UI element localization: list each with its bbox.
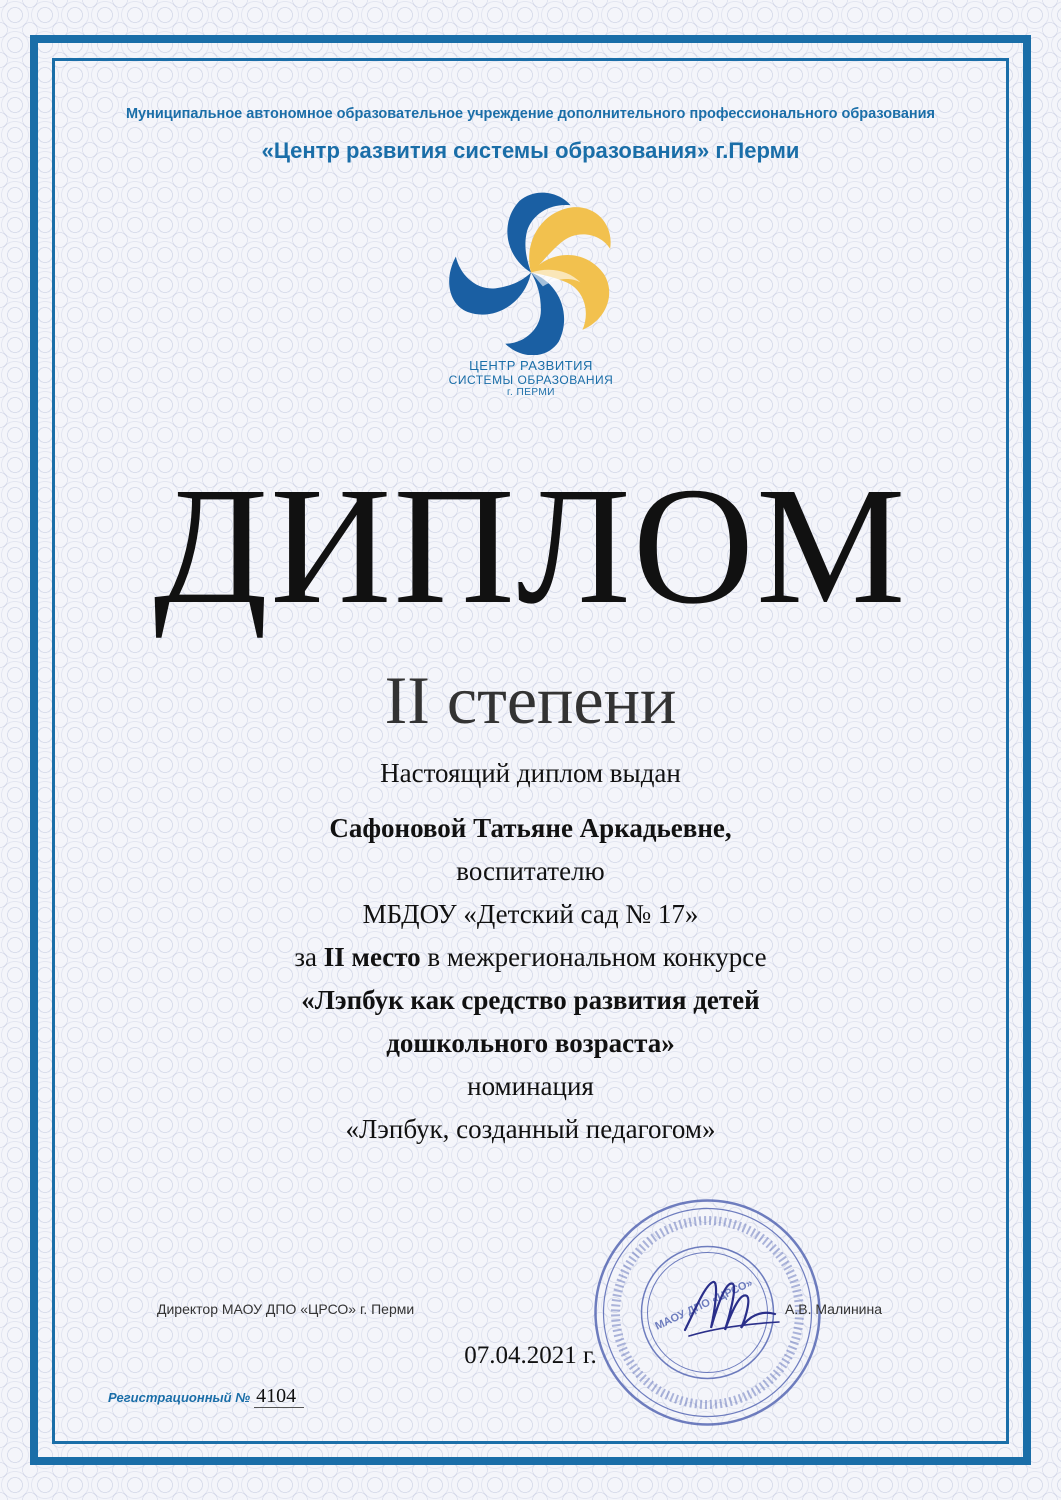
- nomination-label: номинация: [467, 1071, 594, 1101]
- director-title: Директор МАОУ ДПО «ЦРСО» г. Перми: [157, 1301, 415, 1317]
- organization-logo: [442, 190, 620, 405]
- place-line: [0, 944, 1061, 971]
- issued-text: Настоящий диплом выдан: [380, 758, 681, 788]
- contest-name-line2: дошкольного возраста»: [386, 1028, 675, 1058]
- organization-full-name: Муниципальное автономное образовательное учреждение дополнительного профессионального образования: [125, 106, 936, 122]
- recipient-institution: МБДОУ «Детский сад № 17»: [362, 899, 699, 929]
- stamp-center-text: МАОУ ДПО «ЦРСО»: [653, 1276, 755, 1333]
- signature-icon: [675, 1270, 785, 1350]
- place-value: II место: [323, 942, 421, 972]
- director-name: А.В. Малинина: [785, 1301, 883, 1317]
- place-prefix: за: [294, 942, 318, 972]
- registration-number: [108, 1385, 304, 1408]
- diploma-title: ДИПЛОМ: [153, 453, 908, 639]
- diploma-degree: II степени: [384, 662, 677, 738]
- issue-date: 07.04.2021 г.: [464, 1342, 597, 1369]
- nomination-name: «Лэпбук, созданный педагогом»: [345, 1114, 716, 1144]
- logo-text-line2: СИСТЕМЫ ОБРАЗОВАНИЯ: [448, 373, 614, 387]
- logo-text-line3: г. ПЕРМИ: [507, 387, 555, 398]
- recipient-position: воспитателю: [456, 856, 605, 886]
- swirl-logo-icon: [442, 190, 620, 355]
- contest-name-line1: «Лэпбук как средство развития детей: [301, 985, 760, 1015]
- registration-label: Регистрационный №: [108, 1390, 251, 1405]
- organization-short-name: «Центр развития системы образования» г.Перми: [261, 138, 800, 163]
- place-suffix: в межрегиональном конкурсе: [427, 942, 767, 972]
- recipient-name: Сафоновой Татьяне Аркадьевне,: [329, 813, 732, 843]
- logo-text-line1: ЦЕНТР РАЗВИТИЯ: [469, 358, 593, 373]
- registration-value: 4104: [254, 1385, 304, 1408]
